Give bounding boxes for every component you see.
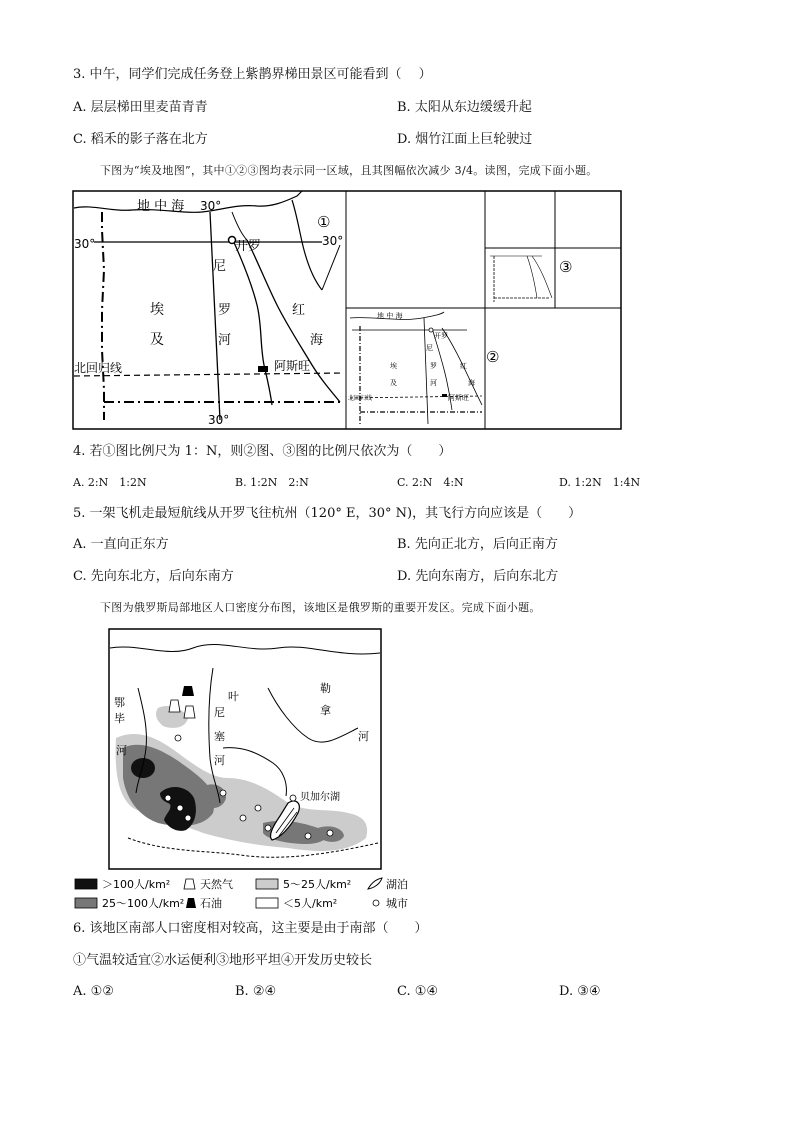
q4-option-a[interactable]: A. 2:N 1:2N xyxy=(73,476,147,489)
svg-text:罗: 罗 xyxy=(430,362,437,370)
map1-egypt-2: 及 xyxy=(150,332,164,348)
svg-text:河: 河 xyxy=(430,379,437,387)
q3-option-b[interactable]: B. 太阳从东边缓缓升起 xyxy=(397,100,532,115)
svg-text:湖泊: 湖泊 xyxy=(386,878,408,891)
svg-text:海: 海 xyxy=(468,379,475,387)
svg-text:贝加尔湖: 贝加尔湖 xyxy=(300,792,340,803)
map1-cairo-label: 开罗 xyxy=(235,239,262,254)
map1-sea-label: 地 中 海 xyxy=(137,199,185,214)
q5-option-b[interactable]: B. 先向正北方，后向正南方 xyxy=(397,537,558,552)
map1-lat-label-top: 30° xyxy=(200,199,222,213)
q3-option-c[interactable]: C. 稻禾的影子落在北方 xyxy=(73,132,208,147)
map1-lon-label-bottom: 30° xyxy=(208,413,230,427)
svg-text:拿: 拿 xyxy=(320,704,331,717)
q6-stem: 6. 该地区南部人口密度相对较高，这主要是由于南部（ ） xyxy=(73,921,428,936)
svg-text:勒: 勒 xyxy=(320,682,331,695)
map1-egypt-1: 埃 xyxy=(150,302,164,318)
aswan-marker xyxy=(258,366,268,372)
russia-map-figure xyxy=(108,628,382,870)
svg-text:5～25人/km²: 5～25人/km² xyxy=(283,878,352,891)
red-sea-west-coast xyxy=(247,240,340,402)
svg-text:＜5人/km²: ＜5人/km² xyxy=(283,897,338,910)
svg-text:埃: 埃 xyxy=(390,362,397,370)
map1-nile-1: 尼 xyxy=(213,259,227,274)
nile-river xyxy=(232,238,272,405)
map2-miniature xyxy=(348,311,482,424)
russia-intro: 下图为俄罗斯局部地区人口密度分布图，该地区是俄罗斯的重要开发区。完成下面小题。 xyxy=(100,601,541,614)
svg-text:毕: 毕 xyxy=(114,712,125,725)
q4-stem: 4. 若①图比例尺为 1：N，则②图、③图的比例尺依次为（ ） xyxy=(73,444,452,459)
q5-option-d[interactable]: D. 先向东南方，后向东北方 xyxy=(397,569,559,584)
map1-label: ① xyxy=(317,213,331,231)
q6-option-c[interactable]: C. ①④ xyxy=(397,984,439,999)
map1-tropic-label: 北回归线 xyxy=(74,361,123,375)
map1-red-2: 海 xyxy=(310,333,324,348)
svg-text:河: 河 xyxy=(358,730,369,743)
svg-text:叶: 叶 xyxy=(228,690,239,703)
svg-text:鄂: 鄂 xyxy=(114,696,125,709)
map1-lat-label-right: 30° xyxy=(322,234,344,248)
q5-option-a[interactable]: A. 一直向正东方 xyxy=(73,537,169,552)
q6-option-b[interactable]: B. ②④ xyxy=(235,984,277,999)
map1-nile-2: 罗 xyxy=(218,303,232,318)
svg-text:河: 河 xyxy=(116,744,127,757)
q5-option-c[interactable]: C. 先向东北方，后向东南方 xyxy=(73,569,234,584)
svg-text:河: 河 xyxy=(214,754,225,767)
egypt-intro: 下图为“埃及地图”，其中①②③图均表示同一区域，且其图幅依次减少 3/4。读图，完成下面小题。 xyxy=(100,164,598,177)
svg-text:25～100人/km²: 25～100人/km² xyxy=(102,897,185,910)
svg-text:北回归线: 北回归线 xyxy=(348,395,373,402)
q3-option-a[interactable]: A. 层层梯田里麦苗青青 xyxy=(73,100,208,115)
map1-nile-3: 河 xyxy=(218,333,232,348)
svg-text:红: 红 xyxy=(460,362,467,370)
map2-label: ② xyxy=(486,348,500,366)
q4-option-b[interactable]: B. 1:2N 2:N xyxy=(235,476,309,489)
q6-option-d[interactable]: D. ③④ xyxy=(559,984,601,999)
q4-option-c[interactable]: C. 2:N 4:N xyxy=(397,476,464,489)
svg-text:石油: 石油 xyxy=(200,897,222,910)
svg-text:天然气: 天然气 xyxy=(200,878,233,891)
map3-label: ③ xyxy=(559,258,573,276)
q3-stem: 3. 中午，同学们完成任务登上紫鹊界梯田景区可能看到（ ） xyxy=(73,67,432,82)
q4-option-d[interactable]: D. 1:2N 1:4N xyxy=(559,476,641,489)
western-border xyxy=(102,212,104,420)
egypt-map-figure xyxy=(72,190,622,430)
svg-text:阿斯旺: 阿斯旺 xyxy=(448,394,469,402)
svg-text:及: 及 xyxy=(390,379,397,387)
q6-choices: ①气温较适宜②水运便利③地形平坦④开发历史较长 xyxy=(73,953,373,968)
q5-stem: 5. 一架飞机走最短航线从开罗飞往杭州（120° E，30° N)，其飞行方向应该是（ ） xyxy=(73,506,582,521)
map1-lat-label-left: 30° xyxy=(74,237,96,251)
svg-text:＞100人/km²: ＞100人/km² xyxy=(102,878,171,891)
svg-text:城市: 城市 xyxy=(386,897,408,910)
med-coast xyxy=(74,191,302,212)
map1-red-1: 红 xyxy=(292,303,306,318)
map3-miniature xyxy=(485,248,555,308)
svg-text:塞: 塞 xyxy=(214,730,225,743)
q6-option-a[interactable]: A. ①② xyxy=(73,984,114,999)
svg-text:尼: 尼 xyxy=(426,344,433,352)
oil-marker xyxy=(182,686,194,696)
q3-option-d[interactable]: D. 烟竹江面上巨轮驶过 xyxy=(397,132,533,147)
svg-text:开罗: 开罗 xyxy=(434,332,448,340)
map1-aswan-label: 阿斯旺 xyxy=(274,359,311,373)
svg-text:地 中 海: 地 中 海 xyxy=(377,312,403,320)
russia-legend xyxy=(74,876,424,916)
svg-text:尼: 尼 xyxy=(214,706,225,719)
gas-marker xyxy=(169,700,180,712)
